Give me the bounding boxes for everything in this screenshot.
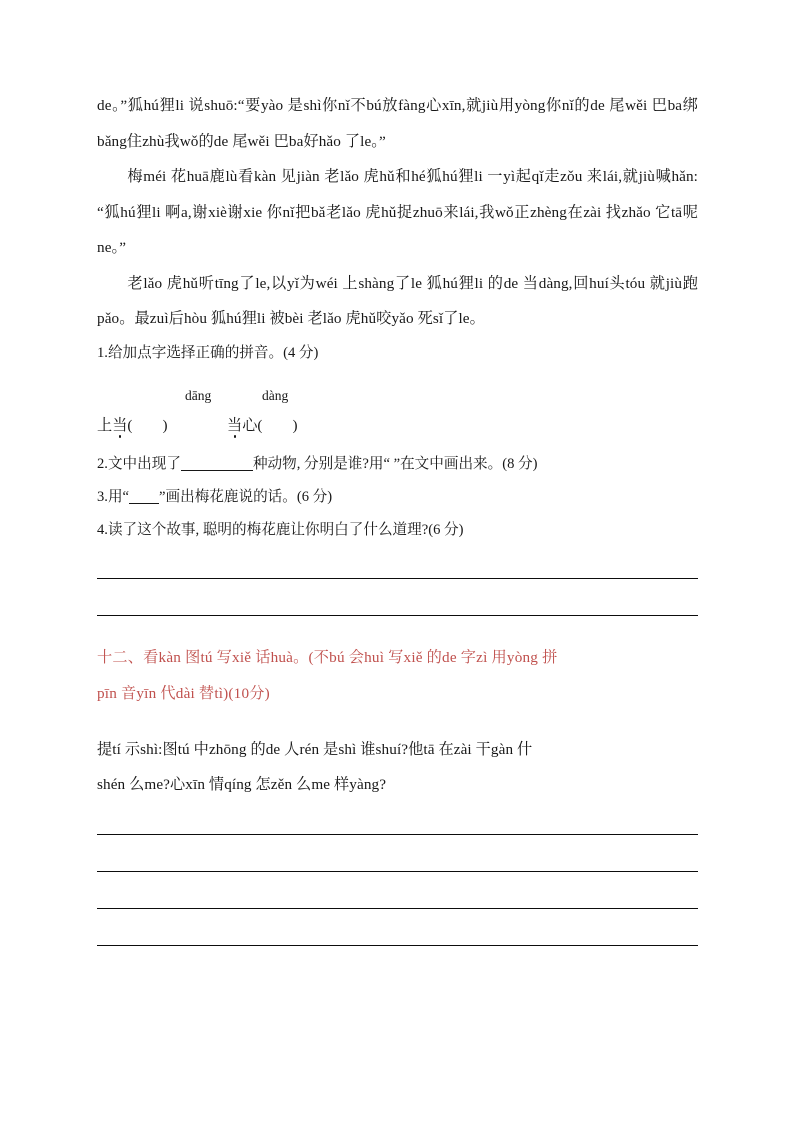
section-twelve-heading [97, 640, 698, 712]
question-3-text-before: 用“ [107, 488, 130, 505]
question-1 [97, 337, 698, 448]
pinyin-options-row [97, 388, 698, 414]
word-shangdang-open-paren: ( [127, 416, 133, 434]
question-3-number: 3. [97, 488, 108, 505]
word-dangxin-close-paren: ) [292, 416, 298, 434]
reading-passage [97, 88, 698, 337]
question-2 [97, 448, 698, 481]
section-twelve-hint [97, 732, 698, 803]
word-dangxin [227, 414, 298, 435]
word-shangdang-prefix: 上 [97, 416, 113, 434]
question-2-text-after: 种动物, 分别是谁?用“ ”在文中画出来。 [252, 455, 503, 472]
section-twelve-title-line-1: 十二、看kàn 图tú 写xiě 话huà。(不bú 会huì 写xiě 的de 字zì 用yòng 拼 [97, 648, 558, 666]
answer-rule[interactable] [97, 945, 698, 946]
question-1-points: (4 分) [283, 344, 319, 361]
pinyin-option-dang1[interactable]: dāng [185, 387, 212, 403]
passage-paragraph: de。”狐hú狸li 说shuō:“要yào 是shì你nǐ不bú放fàng心xīn,就jiù用yòng你nǐ的de 尾wěi 巴ba绑bǎng住zhù我wǒ的de 尾wěi 巴ba好hǎo 了le。” [97, 97, 698, 150]
question-4-number: 4. [97, 521, 108, 538]
question-2-number: 2. [97, 455, 108, 472]
question-4 [97, 514, 698, 547]
question-3 [97, 481, 698, 514]
dotted-char-dang: 当 [227, 414, 242, 435]
question-2-points: (8 分) [502, 455, 538, 472]
pinyin-words-row [97, 414, 698, 448]
question-1-prompt [97, 337, 698, 370]
question-4-text: 读了这个故事, 聪明的梅花鹿让你明白了什么道理? [107, 521, 429, 538]
word-shangdang-close-paren: ) [162, 416, 168, 434]
question-3-blank[interactable] [129, 503, 159, 504]
passage-paragraph: 老lǎo 虎hǔ听tīng了le,以yǐ为wéi 上shàng了le 狐hú狸li 的de 当dàng,回huí头tóu 就jiù跑pǎo。最zuì后hòu 狐hú狸li 被bèi 老lǎo 虎hǔ咬yǎo 死sǐ了le。 [97, 274, 698, 327]
question-2-blank[interactable] [181, 470, 253, 471]
section-twelve-title-line-2: pīn 音yīn 代dài 替tì)(10分) [97, 684, 270, 702]
hint-line-1: 提tí 示shì:图tú 中zhōng 的de 人rén 是shì 谁shuí?他tā 在zài 干gàn 什 [97, 740, 533, 758]
hint-line-2: shén 么me?心xīn 情qíng 怎zěn 么me 样yàng? [97, 776, 387, 793]
question-3-text-after: ”画出梅花鹿说的话。 [159, 488, 297, 505]
question-4-answer-lines [97, 547, 698, 616]
section-twelve-answer-lines [97, 803, 698, 946]
question-1-number: 1. [97, 344, 108, 361]
word-shangdang [97, 414, 168, 435]
question-1-text: 给加点字选择正确的拼音。 [107, 344, 284, 361]
word-dangxin-open-paren: 心( [242, 416, 263, 434]
question-4-points: (6 分) [428, 521, 464, 538]
question-2-text-before: 文中出现了 [107, 455, 181, 472]
pinyin-option-dang4[interactable]: dàng [262, 387, 289, 403]
question-3-points: (6 分) [296, 488, 333, 505]
passage-paragraph: 梅méi 花huā鹿lù看kàn 见jiàn 老lǎo 虎hǔ和hé狐hú狸li 一yì起qǐ走zǒu 来lái,就jiù喊hǎn:“狐hú狸li 啊a,谢xiè谢xie 你nǐ把bǎ老lǎo 虎hǔ捉zhuō来lái,我wǒ正zhèng在zài 找zhǎo 它tā呢ne。” [97, 168, 698, 256]
dotted-char-dang: 当 [112, 414, 127, 435]
